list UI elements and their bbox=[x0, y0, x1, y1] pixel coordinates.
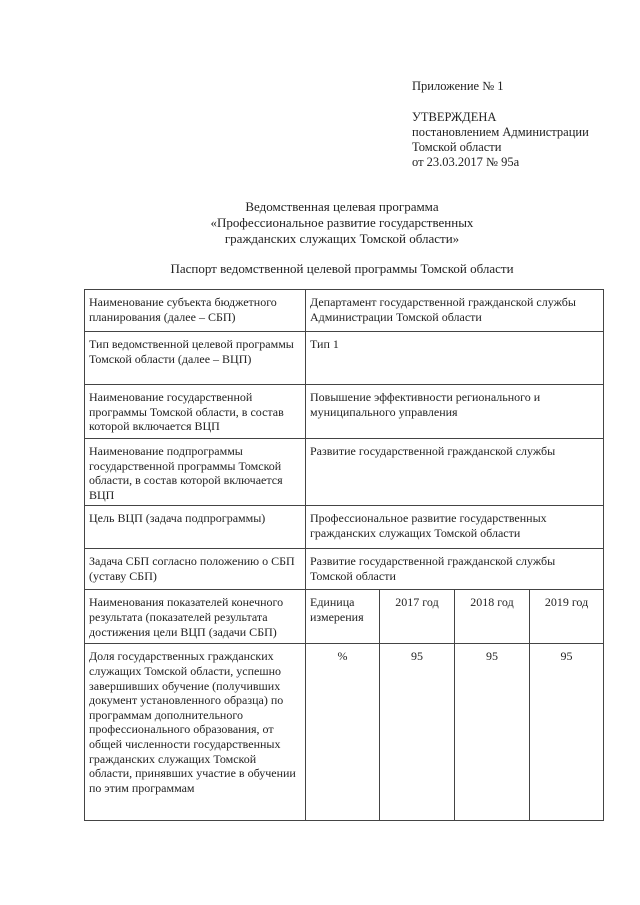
row-label: Задача СБП согласно положению о СБП (уставу СБП) bbox=[85, 549, 306, 590]
title-line: Ведомственная целевая программа bbox=[245, 199, 439, 214]
indicator-label: Доля государственных гражданских служащих Томской области, успешно завершивших обучение (получивших документ установленного образца) по программам дополнительного профессионального образования, от общей численности государственных гражданских служащих Томской области, принявших участие в обучении по этим программам bbox=[85, 644, 306, 821]
row-label: Наименование государственной программы Томской области, в состав которой включается ВЦП bbox=[85, 385, 306, 439]
row-value: Тип 1 bbox=[306, 332, 604, 385]
passport-title: Паспорт ведомственной целевой программы Томской области bbox=[170, 261, 514, 276]
table-row bbox=[85, 385, 604, 439]
indicator-value: 95 bbox=[380, 644, 455, 821]
table-row bbox=[85, 332, 604, 385]
table-row bbox=[85, 549, 604, 590]
appendix-number: Приложение № 1 bbox=[412, 79, 504, 93]
approval-line: УТВЕРЖДЕНА bbox=[412, 110, 497, 124]
title-line: «Профессиональное развитие государственных bbox=[210, 215, 474, 230]
table-row bbox=[85, 290, 604, 332]
year-header: 2017 год bbox=[380, 590, 455, 644]
row-value: Профессиональное развитие государственных гражданских служащих Томской области bbox=[306, 506, 604, 549]
approval-line: Томской области bbox=[412, 140, 502, 154]
table-row bbox=[85, 439, 604, 506]
passport-table bbox=[84, 289, 604, 821]
indicator-value: 95 bbox=[530, 644, 604, 821]
row-label: Наименование субъекта бюджетного планирования (далее – СБП) bbox=[85, 290, 306, 332]
year-header: 2018 год bbox=[455, 590, 530, 644]
indicator-unit: % bbox=[306, 644, 380, 821]
indicator-row bbox=[85, 644, 604, 821]
row-value: Департамент государственной гражданской службы Администрации Томской области bbox=[306, 290, 604, 332]
unit-header: Единица измерения bbox=[306, 590, 380, 644]
year-header: 2019 год bbox=[530, 590, 604, 644]
indicators-label: Наименования показателей конечного результата (показателей результата достижения цели ВЦП (задачи СБП) bbox=[85, 590, 306, 644]
indicators-header-row bbox=[85, 590, 604, 644]
approval-block bbox=[412, 110, 589, 170]
document-title bbox=[0, 199, 640, 247]
row-label: Цель ВЦП (задача подпрограммы) bbox=[85, 506, 306, 549]
table-row bbox=[85, 506, 604, 549]
row-value: Повышение эффективности регионального и муниципального управления bbox=[306, 385, 604, 439]
approval-line: от 23.03.2017 № 95а bbox=[412, 155, 520, 169]
row-value: Развитие государственной гражданской службы Томской области bbox=[306, 549, 604, 590]
title-line: гражданских служащих Томской области» bbox=[224, 231, 460, 246]
row-label: Наименование подпрограммы государственной программы Томской области, в состав которой включается ВЦП bbox=[85, 439, 306, 506]
row-label: Тип ведомственной целевой программы Томской области (далее – ВЦП) bbox=[85, 332, 306, 385]
approval-line: постановлением Администрации bbox=[412, 125, 589, 139]
indicator-value: 95 bbox=[455, 644, 530, 821]
row-value: Развитие государственной гражданской службы bbox=[306, 439, 604, 506]
